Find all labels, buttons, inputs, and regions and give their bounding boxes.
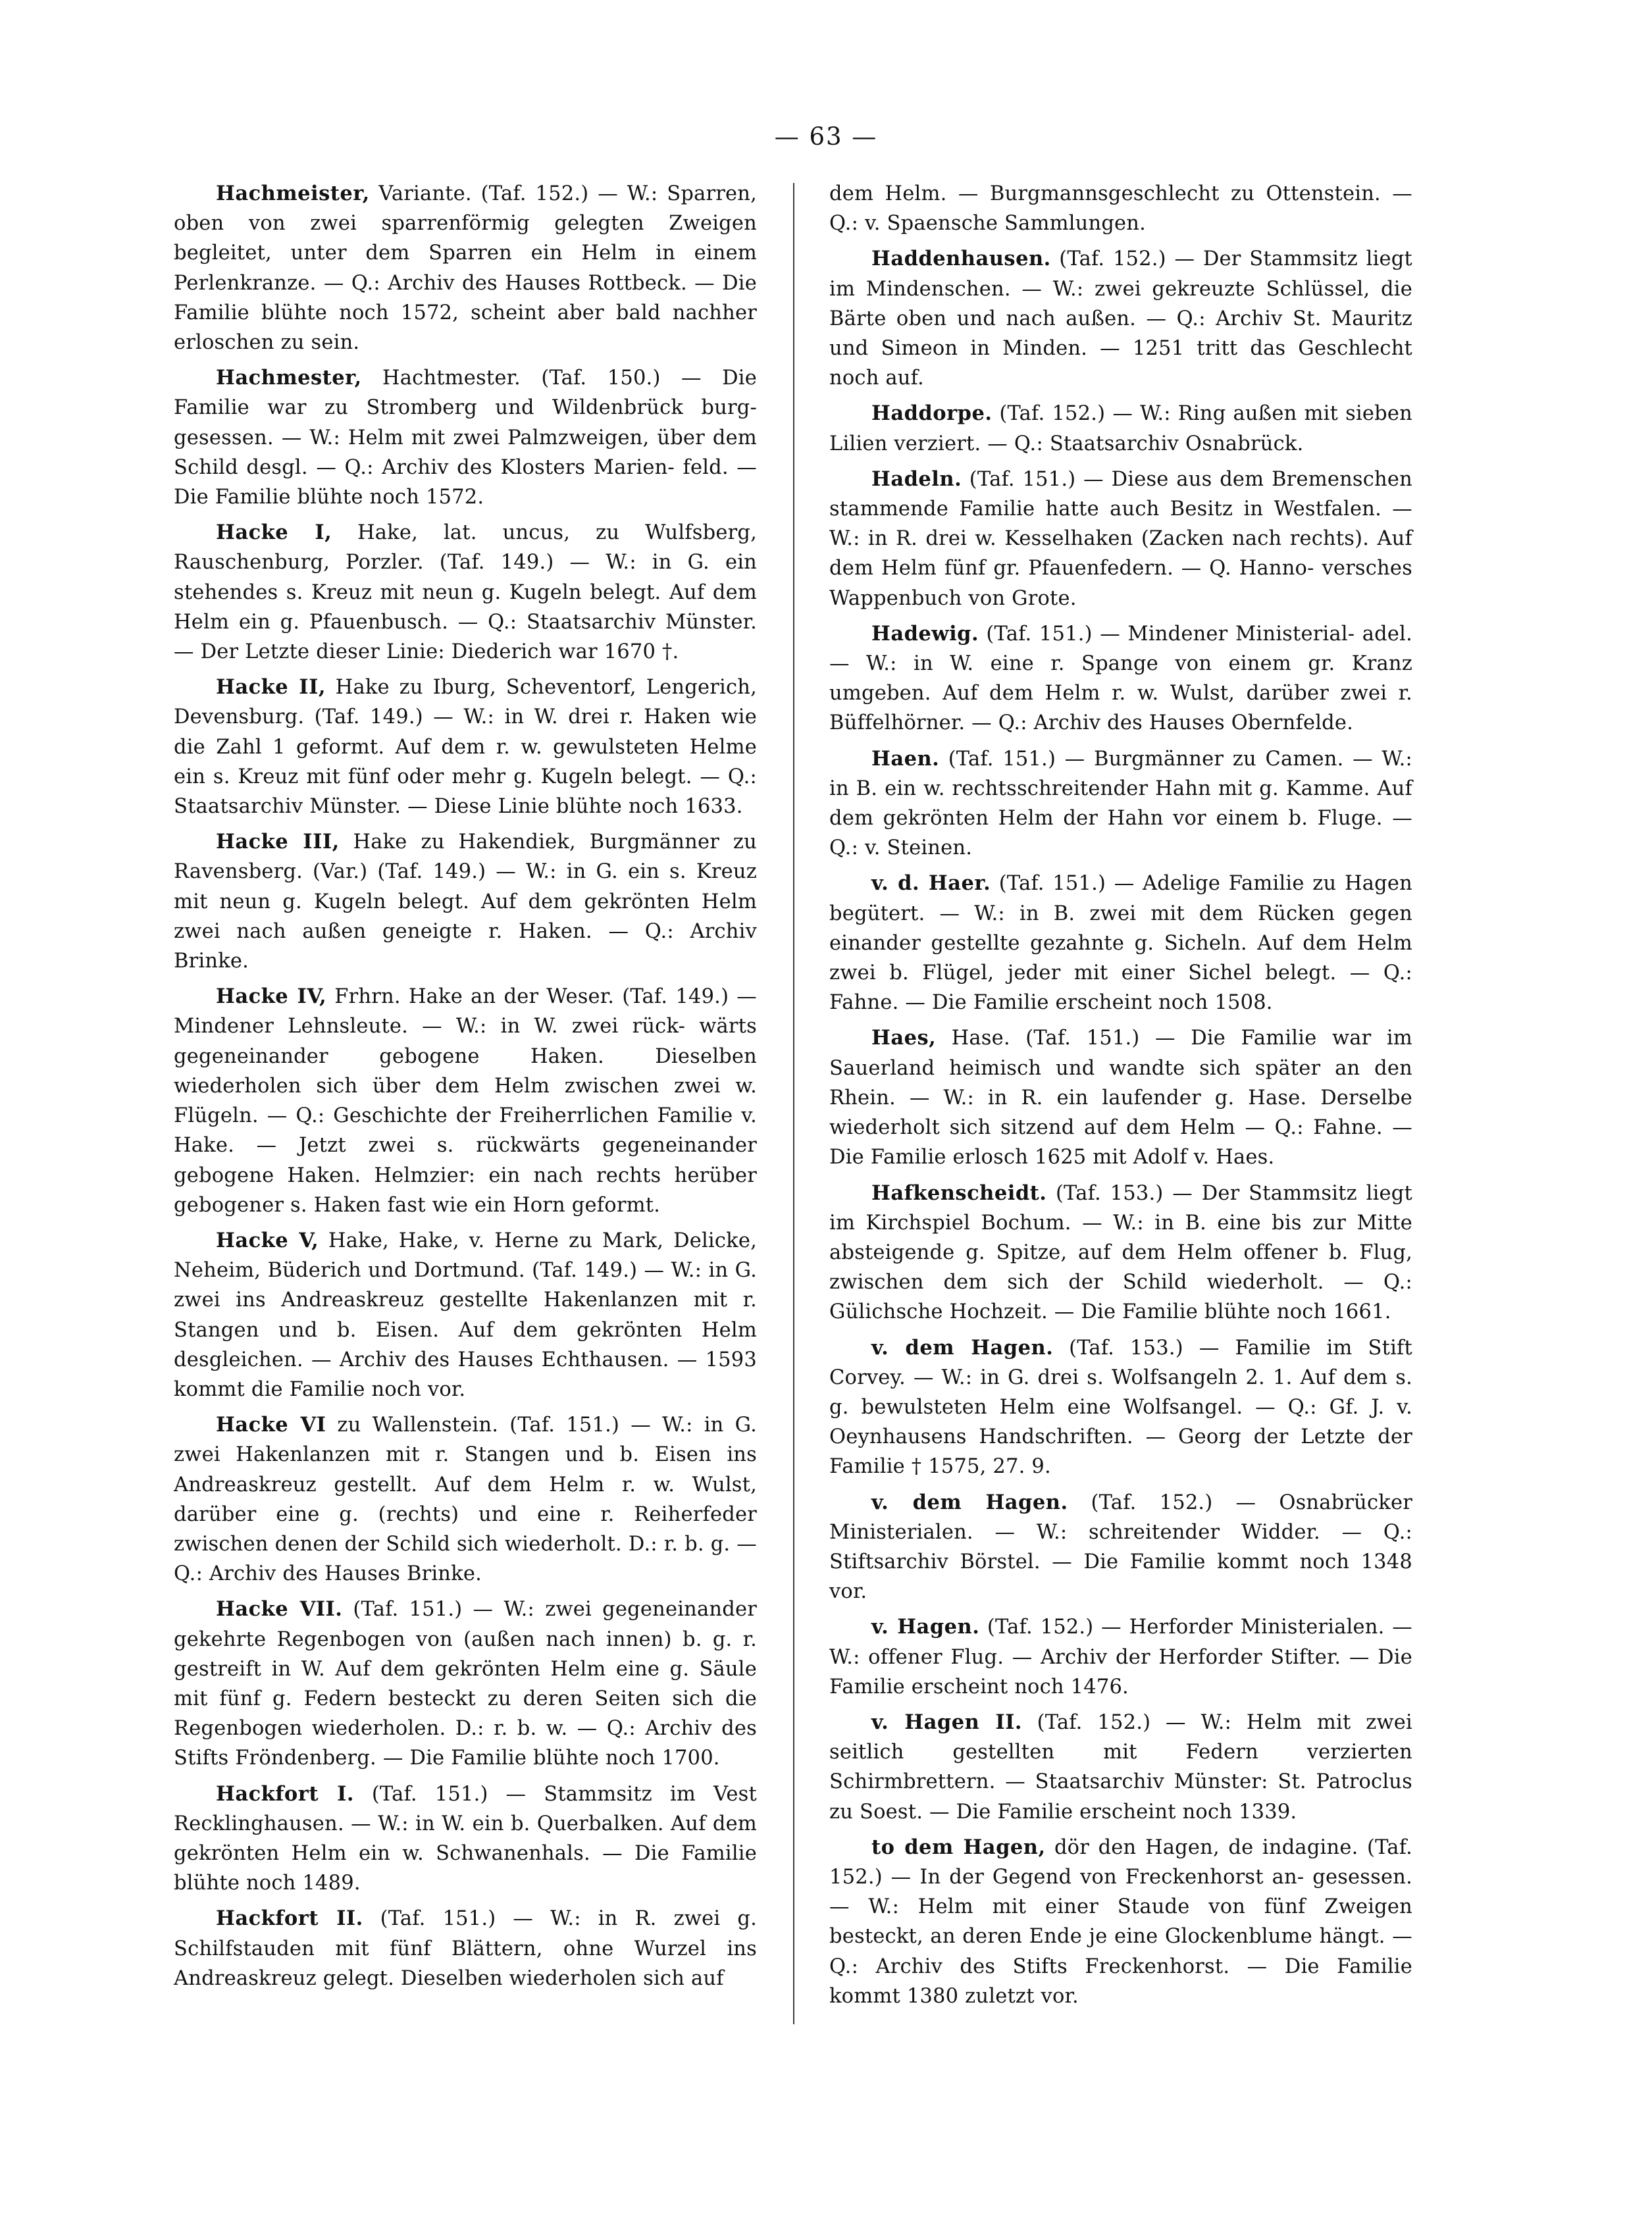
entry-heading: Hachmeister, xyxy=(216,182,370,205)
entry-text: (Taf. 152.) — W.: Helm mit zwei seitlich gestellten mit Federn verzierten Schirmbrettern. — Staatsarchiv Münster: St. Patroclus zu Soest. — Die Familie erscheint noch 1339. xyxy=(829,1710,1412,1824)
entry-hachmester xyxy=(174,363,757,512)
entry-hacke-4 xyxy=(174,982,757,1220)
entry-haddenhausen xyxy=(829,244,1412,393)
entry-hackfort-2-continued xyxy=(829,179,1412,238)
entry-heading: to dem Hagen, xyxy=(871,1835,1046,1859)
entry-text: Hake zu Hakendiek, Burgmänner zu Ravensberg. (Var.) (Taf. 149.) — W.: in G. ein s. Kreuz mit neun g. Kugeln belegt. Auf dem gekrönten Helm zwei nach außen geneigte r. Haken. — Q.: Archiv Brinke. xyxy=(174,831,757,973)
entry-heading: Haen. xyxy=(871,746,940,771)
entry-text: (Taf. 151.) — W.: in R. zwei g. Schilfstauden mit fünf Blättern, ohne Wurzel ins Andreaskreuz gelegt. Dieselben wiederholen sich auf xyxy=(174,1907,757,1990)
entry-text: (Taf. 153.) — Der Stammsitz liegt im Kirchspiel Bochum. — W.: in B. eine bis zur Mitte absteigende g. Spitze, auf dem Helm offener b. Flug, zwischen dem sich der Schild wiederholt. — Q.: Gülichsche Hochzeit. — Die Familie blühte noch 1661. xyxy=(829,1181,1412,1324)
entry-text: (Taf. 151.) — W.: zwei gegeneinander gekehrte Regenbogen von (außen nach innen) b. g. r. gestreift in W. Auf dem gekrönten Helm eine g. Säule mit fünf g. Federn besteckt zu deren Seiten sich die Regenbogen wiederholen. D.: r. b. w. — Q.: Archiv des Stifts Fröndenberg. — Die Familie blühte noch 1700. xyxy=(174,1598,758,1770)
entry-hackfort-1 xyxy=(174,1779,757,1899)
entry-text: (Taf. 152.) — Osnabrücker Ministerialen. — W.: schreitender Widder. — Q.: Stiftsarchiv Börstel. — Die Familie kommt noch 1348 vor. xyxy=(829,1491,1413,1604)
entry-hachmeister xyxy=(174,179,757,357)
entry-heading: Hacke II, xyxy=(216,675,326,700)
entry-heading: Haes, xyxy=(871,1026,937,1050)
entry-text: (Taf. 152.) — Der Stammsitz liegt im Mindenschen. — W.: zwei gekreuzte Schlüssel, die Bärte oben und nach außen. — Q.: Archiv St. Mauritz und Simeon in Minden. — 1251 tritt das Geschlecht noch auf. xyxy=(829,247,1412,390)
entry-heading: Haddorpe. xyxy=(871,401,993,426)
entry-heading: Hadewig. xyxy=(871,621,979,646)
entry-text: (Taf. 151.) — Diese aus dem Bremenschen stammende Familie hatte auch Besitz in Westfalen. — W.: in R. drei w. Kesselhaken (Zacken nach rechts). Auf dem Helm fünf gr. Pfauenfedern. — Q. Hanno- versches Wappenbuch von Grote. xyxy=(829,467,1412,610)
entry-hacke-6 xyxy=(174,1410,757,1589)
entry-text: dem Helm. — Burgmannsgeschlecht zu Ottenstein. — Q.: v. Spaensche Sammlungen. xyxy=(829,182,1412,236)
entry-heading: v. dem Hagen. xyxy=(871,1335,1054,1360)
entry-hacke-3 xyxy=(174,827,757,976)
entry-heading: Hacke IV, xyxy=(216,985,327,1009)
entry-heading: Hackfort II. xyxy=(216,1906,363,1931)
entry-text: (Taf. 151.) — Mindener Ministerial- adel. — W.: in W. eine r. Spange von einem gr. Kranz umgeben. Auf dem Helm r. w. Wulst, darüber zwei r. Büffelhörner. — Q.: Archiv des Hauses Obernfelde. xyxy=(829,622,1412,735)
entry-heading: Hachmester, xyxy=(216,366,362,390)
entry-text: Hake zu Iburg, Scheventorf, Lengerich, Devensburg. (Taf. 149.) — W.: in W. drei r. Haken wie die Zahl 1 geformt. Auf dem r. w. gewulsteten Helme ein s. Kreuz mit fünf oder mehr g. Kugeln belegt. — Q.: Staatsarchiv Münster. — Diese Linie blühte noch 1633. xyxy=(174,676,757,819)
entry-heading: Hackfort I. xyxy=(216,1781,355,1806)
entry-heading: Hacke III, xyxy=(216,830,340,854)
entry-v-hagen xyxy=(829,1612,1412,1702)
entry-text: Hake, lat. uncus, zu Wulfsberg, Rauschenburg, Porzler. (Taf. 149.) — W.: in G. ein stehendes s. Kreuz mit neun g. Kugeln belegt. Auf dem Helm ein g. Pfauenbusch. — Q.: Staatsarchiv Münster. — Der Letzte dieser Linie: Diederich war 1670 †. xyxy=(174,521,757,664)
entry-heading: Hadeln. xyxy=(871,467,962,491)
entry-text: zu Wallenstein. (Taf. 151.) — W.: in G. zwei Hakenlanzen mit r. Stangen und b. Eisen ins Andreaskreuz gestellt. Auf dem Helm r. w. Wulst, darüber eine g. (rechts) und eine r. Reiherfeder zwischen denen der Schild sich wiederholt. D.: r. b. g. — Q.: Archiv des Hauses Brinke. xyxy=(174,1414,757,1586)
entry-text: Hase. (Taf. 151.) — Die Familie war im Sauerland heimisch und wandte sich später an den Rhein. — W.: in R. ein laufender g. Hase. Derselbe wiederholt sich sitzend auf dem Helm — Q.: Fahne. — Die Familie erlosch 1625 mit Adolf v. Haes. xyxy=(829,1027,1412,1169)
entry-heading: v. dem Hagen. xyxy=(871,1490,1068,1514)
right-column xyxy=(829,179,1412,2017)
entry-hafkenscheidt xyxy=(829,1179,1412,1327)
entry-hacke-7 xyxy=(174,1595,757,1773)
entry-hacke-5 xyxy=(174,1226,757,1404)
entry-v-hagen-2 xyxy=(829,1708,1412,1827)
entry-text: Frhrn. Hake an der Weser. (Taf. 149.) — Mindener Lehnsleute. — W.: in W. zwei rück- wärts gegeneinander gebogene Haken. Dieselben wiederholen sich über dem Helm zwischen zwei w. Flügeln. — Q.: Geschichte der Freiherrlichen Familie v. Hake. — Jetzt zwei s. rückwärts gegeneinander gebogene Haken. Helmzier: ein nach rechts herüber gebogener s. Haken fast wie ein Horn geformt. xyxy=(174,985,758,1217)
page-number: — 63 — xyxy=(774,122,878,151)
entry-hadewig xyxy=(829,619,1412,738)
entry-text: Hake, Hake, v. Herne zu Mark, Delicke, Neheim, Büderich und Dortmund. (Taf. 149.) — W.: in G. zwei ins Andreaskreuz gestellte Hakenlanzen mit r. Stangen und b. Eisen. Auf dem gekrönten Helm desgleichen. — Archiv des Hauses Echthausen. — 1593 kommt die Familie noch vor. xyxy=(174,1229,757,1401)
column-divider xyxy=(793,183,794,2024)
entry-haen xyxy=(829,744,1412,863)
entry-text: (Taf. 151.) — Stammsitz im Vest Recklinghausen. — W.: in W. ein b. Querbalken. Auf dem gekrönten Helm ein w. Schwanenhals. — Die Familie blühte noch 1489. xyxy=(174,1782,757,1895)
entry-heading: Hafkenscheidt. xyxy=(871,1181,1047,1205)
entry-hacke-1 xyxy=(174,518,757,667)
entry-heading: v. d. Haer. xyxy=(871,871,991,896)
entry-to-dem-hagen xyxy=(829,1833,1412,2011)
entry-heading: v. Hagen II. xyxy=(871,1710,1022,1734)
entry-text: (Taf. 153.) — Familie im Stift Corvey. — W.: in G. drei s. Wolfsangeln 2. 1. Auf dem s. g. bewulsteten Helm eine Wolfsangel. — Q.: Gf. J. v. Oeynhausens Handschriften. — Georg der Letzte der Familie † 1575, 27. 9. xyxy=(829,1336,1412,1479)
entry-heading: Haddenhausen. xyxy=(871,247,1051,271)
entry-hadeln xyxy=(829,465,1412,613)
left-column xyxy=(174,179,757,1999)
entry-heading: Hacke VII. xyxy=(216,1597,343,1622)
entry-text: (Taf. 151.) — Burgmänner zu Camen. — W.: in B. ein w. rechtsschreitender Hahn mit g. Kamme. Auf dem gekrönten Helm der Hahn vor einem b. Fluge. — Q.: v. Steinen. xyxy=(829,747,1412,860)
entry-v-d-haer xyxy=(829,869,1412,1017)
entry-text: (Taf. 152.) — Herforder Ministerialen. — W.: offener Flug. — Archiv der Herforder Stifter. — Die Familie erscheint noch 1476. xyxy=(829,1616,1412,1699)
entry-haddorpe xyxy=(829,399,1412,458)
entry-heading: Hacke V, xyxy=(216,1228,319,1252)
entry-heading: Hacke I, xyxy=(216,521,332,545)
entry-v-dem-hagen-1 xyxy=(829,1333,1412,1482)
entry-text: (Taf. 152.) — W.: Ring außen mit sieben Lilien verziert. — Q.: Staatsarchiv Osnabrück. xyxy=(829,402,1412,455)
entry-text: Variante. (Taf. 152.) — W.: Sparren, oben von zwei sparrenförmig gelegten Zweigen begleitet, unter dem Sparren ein Helm in einem Perlenkranze. — Q.: Archiv des Hauses Rottbeck. — Die Familie blühte noch 1572, scheint aber bald nachher erloschen zu sein. xyxy=(174,182,757,355)
entry-hackfort-2 xyxy=(174,1904,757,1993)
entry-v-dem-hagen-2 xyxy=(829,1488,1412,1607)
entry-hacke-2 xyxy=(174,673,757,821)
entry-text: Hachtmester. (Taf. 150.) — Die Familie war zu Stromberg und Wildenbrück burg- gesessen. — W.: Helm mit zwei Palmzweigen, über dem Schild desgl. — Q.: Archiv des Klosters Marien- feld. — Die Familie blühte noch 1572. xyxy=(174,367,757,509)
entry-text: (Taf. 151.) — Adelige Familie zu Hagen begütert. — W.: in B. zwei mit dem Rücken gegen einander gestellte gezahnte g. Sicheln. Auf dem Helm zwei b. Flügel, jeder mit einer Sichel belegt. — Q.: Fahne. — Die Familie erscheint noch 1508. xyxy=(829,872,1412,1015)
entry-haes xyxy=(829,1023,1412,1172)
entry-text: dör den Hagen, de indagine. (Taf. 152.) — In der Gegend von Freckenhorst an- gesessen. — W.: Helm mit einer Staude von fünf Zweigen besteckt, an deren Ende je eine Glockenblume hängt. — Q.: Archiv des Stifts Freckenhorst. — Die Familie kommt 1380 zuletzt vor. xyxy=(829,1835,1412,2008)
entry-heading: Hacke VI xyxy=(216,1413,326,1437)
entry-heading: v. Hagen. xyxy=(871,1615,980,1639)
